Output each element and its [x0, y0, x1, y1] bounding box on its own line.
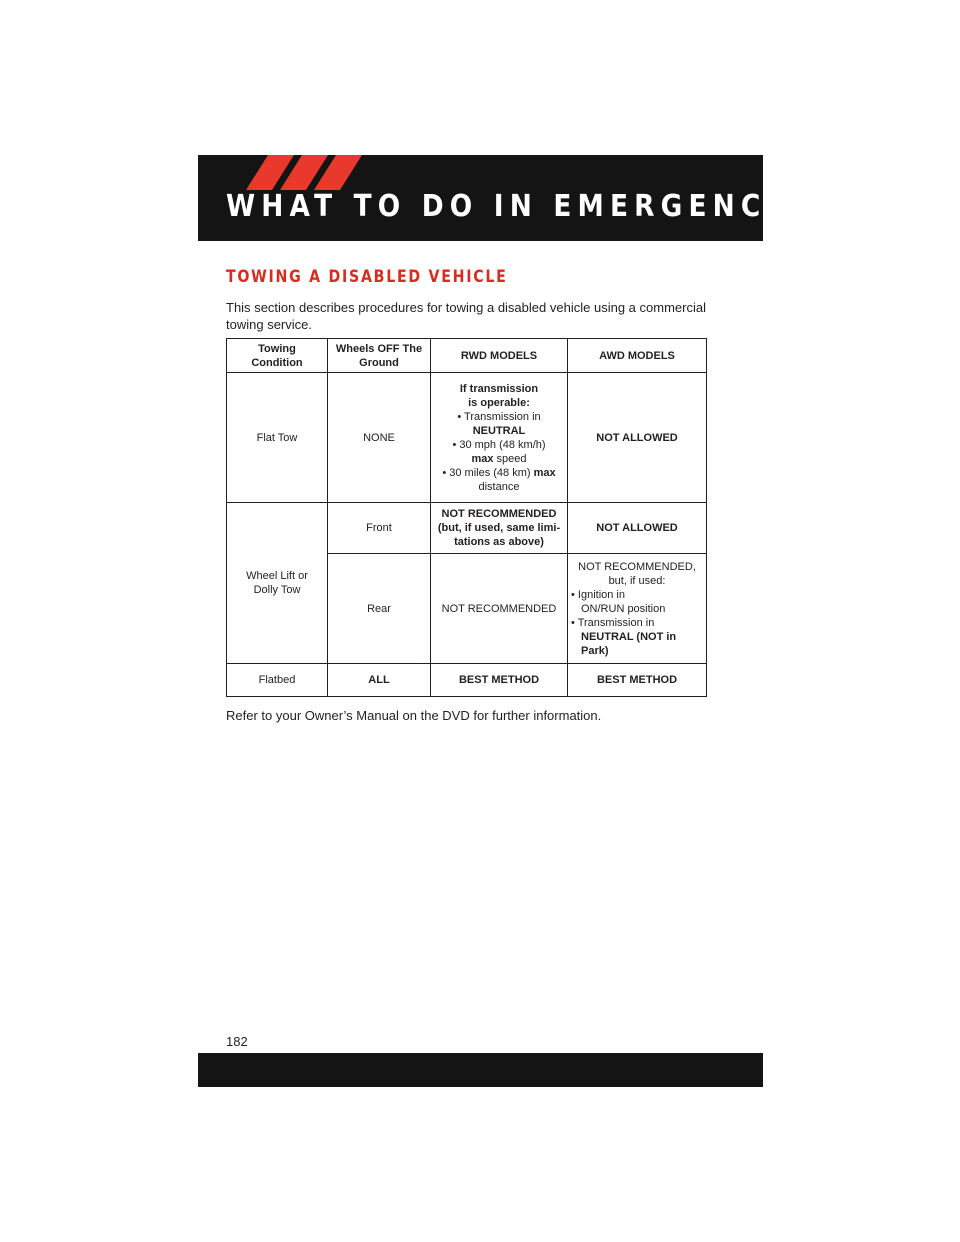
footer-bar — [198, 1053, 763, 1087]
header-rwd-models: RWD MODELS — [431, 339, 568, 373]
section-title: TOWING A DISABLED VEHICLE — [226, 267, 508, 286]
flatbed-awd: BEST METHOD — [568, 664, 707, 697]
wheel-lift-front-wheels: Front — [328, 503, 431, 554]
wheel-lift-rear-awd: NOT RECOMMENDED, but, if used: • Ignition in ON/RUN position • Transmission in NEUTRAL (NOT in Park) — [568, 554, 707, 664]
towing-table — [226, 338, 707, 697]
header-wheels-off-ground: Wheels OFF The Ground — [328, 339, 431, 373]
wheel-lift-condition: Wheel Lift or Dolly Tow — [227, 503, 328, 664]
flatbed-wheels: ALL — [328, 664, 431, 697]
table-row-wheel-lift-front — [227, 503, 707, 554]
wheel-lift-front-awd: NOT ALLOWED — [568, 503, 707, 554]
page-number: 182 — [226, 1034, 248, 1049]
wheel-lift-rear-wheels: Rear — [328, 554, 431, 664]
table-row-flat-tow — [227, 373, 707, 503]
chapter-title: WHAT TO DO IN EMERGENCIES — [226, 189, 832, 224]
table-header-row — [227, 339, 707, 373]
flat-tow-condition: Flat Tow — [227, 373, 328, 503]
flatbed-condition: Flatbed — [227, 664, 328, 697]
flatbed-rwd: BEST METHOD — [431, 664, 568, 697]
intro-paragraph: This section describes procedures for towing a disabled vehicle using a commercial towing service. — [226, 300, 706, 332]
flat-tow-awd: NOT ALLOWED — [568, 373, 707, 503]
table-row-flatbed — [227, 664, 707, 697]
header-banner — [198, 155, 832, 241]
flat-tow-rwd: If transmission is operable: • Transmission in NEUTRAL • 30 mph (48 km/h) max speed • 30 miles (48 km) max distance — [431, 373, 568, 503]
footer-note: Refer to your Owner’s Manual on the DVD for further information. — [226, 708, 602, 723]
header-towing-condition: Towing Condition — [227, 339, 328, 373]
wheel-lift-rear-rwd: NOT RECOMMENDED — [431, 554, 568, 664]
header-awd-models: AWD MODELS — [568, 339, 707, 373]
wheel-lift-front-rwd: NOT RECOMMENDED (but, if used, same limi- tations as above) — [431, 503, 568, 554]
flat-tow-wheels: NONE — [328, 373, 431, 503]
